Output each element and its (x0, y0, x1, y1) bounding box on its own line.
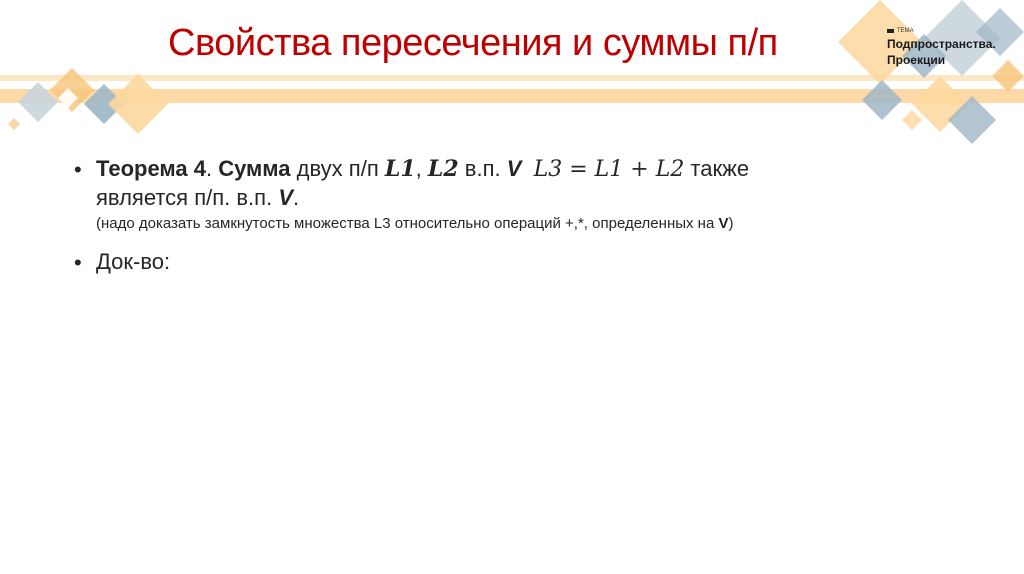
bullet-icon: • (74, 157, 82, 182)
sum-label: Сумма (218, 156, 291, 181)
text-line2: является п/п. в.п. (96, 185, 279, 210)
theorem-label: Теорема 4 (96, 156, 206, 181)
topic-marker-icon (887, 29, 894, 33)
note-close: ) (728, 215, 734, 232)
topic-box (887, 28, 1017, 68)
topic-name-line2: Проекции (887, 53, 946, 67)
header-band-top (0, 75, 1024, 81)
slide-title: Свойства пересечения и суммы п/п (168, 22, 778, 64)
math-L1: L1 (384, 156, 416, 182)
diamond-left-6 (8, 118, 20, 130)
topic-tag (887, 28, 1017, 34)
eq-equals: = (562, 157, 595, 182)
text-two: двух п/п (290, 156, 385, 181)
text-dot: . (293, 185, 300, 210)
topic-name (887, 36, 1017, 68)
note-V: V (718, 215, 729, 232)
list-item-proof (74, 248, 954, 278)
theorem-line1 (96, 155, 749, 184)
note-text: (надо доказать замкнутость множества L3 относительно операций +,*, определенных на (96, 215, 719, 232)
diamond-right-5 (862, 80, 902, 120)
bullet-icon: • (74, 250, 82, 275)
math-L2: L2 (427, 156, 459, 182)
diamond-right-9 (902, 110, 922, 130)
eq-plus: + (623, 157, 656, 182)
topic-name-line1: Подпространства. (887, 37, 996, 51)
diamond-left-4 (108, 74, 168, 134)
theorem-line2 (96, 184, 749, 212)
text-comma: , (415, 156, 428, 181)
topic-label: ТЕМА (897, 28, 914, 34)
eq-L1: L1 (594, 157, 624, 182)
list-item-theorem (74, 155, 954, 234)
eq-L2: L2 (655, 157, 685, 182)
space-V: V (506, 156, 522, 181)
eq-L3: L3 (533, 157, 563, 182)
text-vp: в.п. (458, 156, 507, 181)
space-V2: V (278, 185, 293, 210)
text-also: также (684, 156, 750, 181)
text-sep: . (205, 156, 219, 181)
theorem-text (96, 155, 749, 234)
theorem-note (96, 214, 749, 234)
proof-label: Док-во: (96, 249, 171, 274)
content (74, 155, 954, 278)
